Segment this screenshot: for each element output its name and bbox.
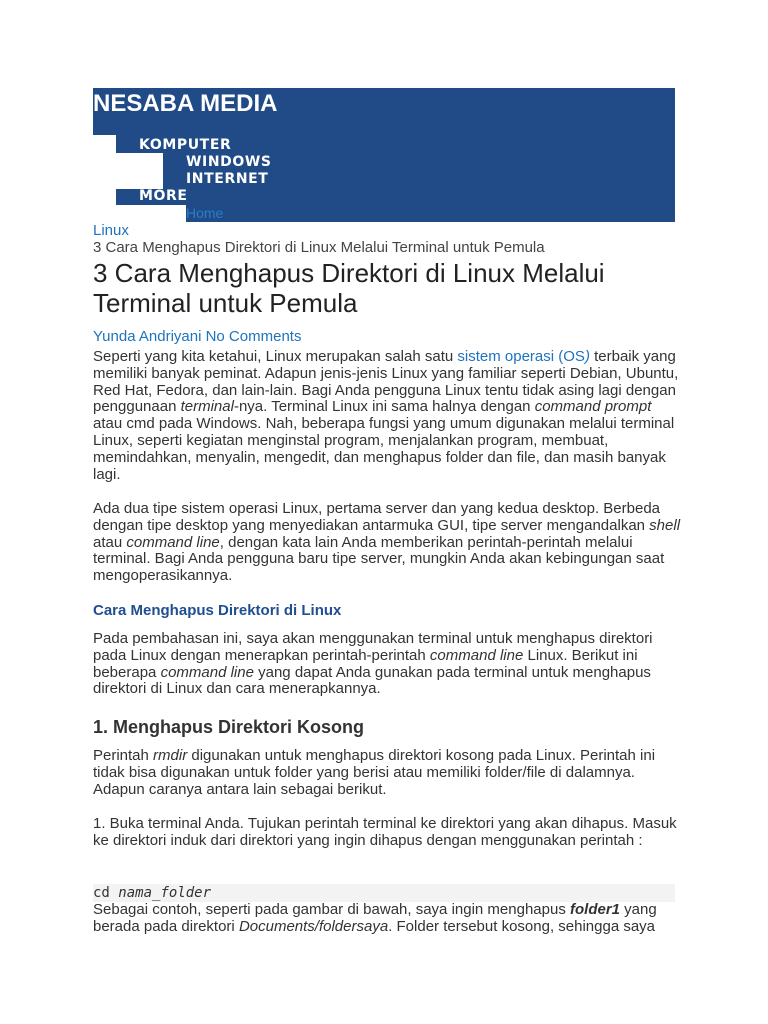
text-italic: terminal bbox=[180, 398, 234, 416]
text-run: digunakan untuk menghapus direktori kosong pada Linux. Perintah ini tidak bisa digunakan untuk folder yang berisi atau memiliki folder/file di dalamnya. Adapun caranya antara lain sebagai berikut. bbox=[93, 747, 656, 798]
text-run: -nya. Terminal Linux ini sama halnya dengan bbox=[233, 398, 535, 416]
breadcrumb-current: 3 Cara Menghapus Direktori di Linux Melalui Terminal untuk Pemula bbox=[93, 239, 545, 256]
text-run: atau bbox=[93, 533, 127, 551]
text-italic: rmdir bbox=[153, 747, 188, 764]
nav-item-more[interactable]: MORE bbox=[139, 188, 188, 204]
article-meta bbox=[93, 329, 683, 346]
text-run: yang berada pada direktori bbox=[93, 901, 657, 935]
text-italic: shell bbox=[649, 516, 681, 534]
text-italic: Documents/foldersaya bbox=[238, 917, 389, 935]
article-title-line2: Terminal untuk Pemula bbox=[93, 288, 358, 318]
text-bold-italic: folder1 bbox=[570, 901, 621, 918]
author-link[interactable]: Yunda Andriyani bbox=[93, 328, 202, 345]
text-run: yang dapat Anda gunakan pada terminal untuk menghapus direktori di Linux dan cara menerapkannya. bbox=[93, 663, 651, 698]
text-italic: command line bbox=[126, 533, 220, 551]
nav-item-komputer[interactable]: KOMPUTER bbox=[139, 137, 232, 153]
site-header bbox=[93, 88, 675, 222]
subsection-heading: 1. Menghapus Direktori Kosong bbox=[93, 717, 365, 737]
paragraph-method bbox=[93, 631, 683, 698]
nav-notch bbox=[116, 205, 186, 222]
text-run: Sebagai contoh, seperti pada gambar di bawah, saya ingin menghapus bbox=[93, 901, 570, 918]
comments-link[interactable]: No Comments bbox=[205, 328, 302, 345]
paragraph-step1: 1. Buka terminal Anda. Tujukan perintah terminal ke direktori yang akan dihapus. Masuk ke direktori induk dari direktori yang ingin dihapus dengan menggunakan perintah : bbox=[93, 815, 677, 849]
site-title[interactable]: NESABA MEDIA bbox=[93, 90, 278, 117]
text-run: . Folder tersebut kosong, sehingga saya bbox=[388, 917, 656, 935]
nav-notch bbox=[93, 153, 163, 189]
breadcrumb-category[interactable]: Linux bbox=[93, 222, 129, 239]
section-heading: Cara Menghapus Direktori di Linux bbox=[93, 602, 342, 619]
os-link[interactable]: sistem operasi (OS bbox=[457, 348, 585, 365]
text-run: Perintah bbox=[93, 747, 154, 764]
code-argument: nama_folder bbox=[118, 885, 212, 901]
nav-item-windows[interactable]: WINDOWS bbox=[186, 154, 272, 170]
text-run: Seperti yang kita ketahui, Linux merupakan salah satu bbox=[93, 348, 458, 365]
text-run: Pada pembahasan ini, saya akan menggunakan terminal untuk menghapus direktori pada Linux dengan menerapkan perintah-perintah bbox=[93, 630, 653, 664]
text-italic: command line bbox=[429, 646, 524, 664]
os-link-close[interactable]: ) bbox=[584, 348, 590, 365]
nav-notch bbox=[93, 135, 116, 153]
text-run: , dengan kata lain Anda memberikan perintah-perintah melalui terminal. Bagi Anda pengguna baru tipe server, mungkin Anda akan kebingungan saat mengoperasikannya. bbox=[93, 533, 665, 585]
nav-item-internet[interactable]: INTERNET bbox=[186, 171, 269, 187]
code-block bbox=[93, 884, 675, 902]
paragraph-rmdir bbox=[93, 748, 683, 798]
text-italic: command line bbox=[160, 663, 254, 681]
article-title-line1: 3 Cara Menghapus Direktori di Linux Melalui bbox=[93, 258, 605, 288]
code-command: cd bbox=[93, 885, 119, 901]
article-title bbox=[93, 258, 693, 318]
text-run: terbaik yang memiliki banyak peminat. Adapun jenis-jenis Linux yang familiar seperti Debian, Ubuntu, Red Hat, Fedora, dan lain-lain. Bagi Anda pengguna Linux tentu tidak asing lagi dengan penggunaan bbox=[93, 348, 679, 416]
nav-item-home[interactable]: Home bbox=[186, 205, 224, 221]
text-run: Linux. Berikut ini beberapa bbox=[93, 646, 638, 681]
text-run: atau cmd pada Windows. Nah, beberapa fungsi yang umum digunakan melalui terminal Linux, seperti kegiatan menginstal program, menjalankan program, membuat, memindahkan, menyalin, mengedit, dan menghapus folder dan file, dan masih banyak lagi. bbox=[93, 415, 675, 483]
paragraph-types bbox=[93, 501, 683, 585]
nav-notch bbox=[93, 189, 116, 222]
text-run: Ada dua tipe sistem operasi Linux, pertama server dan yang kedua desktop. Berbeda dengan tipe desktop yang menyediakan antarmuka GUI, tipe server mengandalkan bbox=[93, 500, 661, 534]
paragraph-intro bbox=[93, 349, 683, 483]
text-italic: command prompt bbox=[534, 398, 652, 416]
paragraph-example bbox=[93, 902, 683, 936]
